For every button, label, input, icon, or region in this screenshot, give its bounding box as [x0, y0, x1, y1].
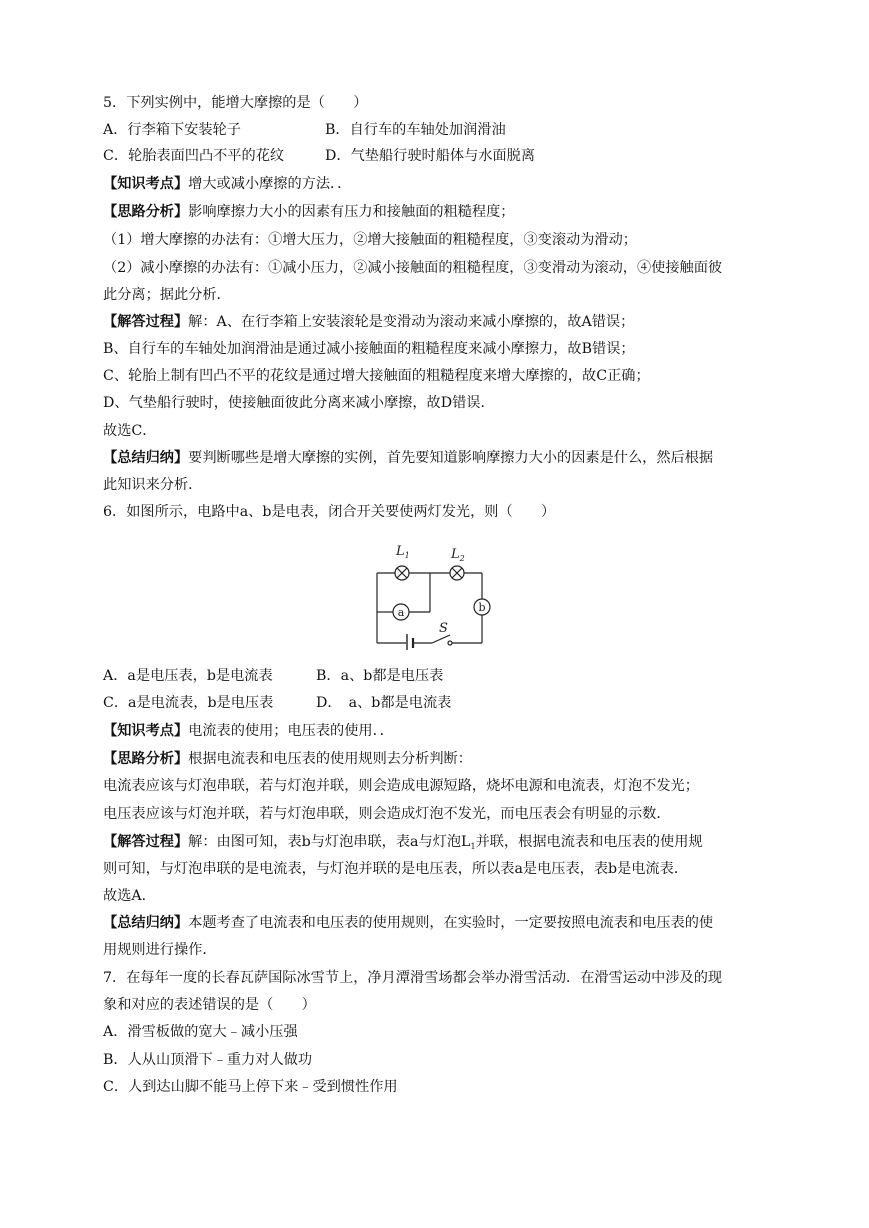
- q6-sum-tag: 【总结归纳】: [103, 915, 189, 931]
- q7-option-c: C．人到达山脚不能马上停下来﹣受到惯性作用: [103, 1079, 398, 1095]
- q6-choice: 故选A．: [103, 888, 156, 904]
- q5-sum-a: 要判断哪些是增大摩擦的实例，首先要知道影响摩擦力大小的因素是什么，然后根据: [188, 450, 714, 466]
- lamp-l1-label: $L_1$: [396, 544, 410, 560]
- q6-option-a: A．a是电压表，b是电流表: [103, 668, 273, 684]
- q5-option-c: C．轮胎表面凹凸不平的花纹: [103, 148, 285, 164]
- q6-summary-b: 用规则进行操作．: [103, 942, 217, 958]
- q6-solution-b: 则可知，与灯泡串联的是电流表，与灯泡并联的是电压表，所以表a是电压表，表b是电流表．: [103, 861, 689, 877]
- q5-solution-d: D、气垫船行驶时，使接触面彼此分离来减小摩擦，故D错误．: [103, 395, 495, 411]
- q5-solution: [103, 312, 634, 332]
- meter-a-label: a: [397, 606, 405, 619]
- q5-analysis: [103, 202, 514, 222]
- q5-option-a: A．行李箱下安装轮子: [103, 122, 241, 138]
- q5-choice: 故选C．: [103, 423, 157, 439]
- q7-option-a: A．滑雪板做的宽大﹣减小压强: [103, 1024, 298, 1040]
- q6-option-c: C．a是电流表，b是电压表: [103, 695, 274, 711]
- q5-analysis-2a: （2）减小摩擦的办法有：①减小压力，②减小接触面的粗糙程度，③变滑动为滚动，④使接触面彼: [103, 260, 723, 276]
- q6-analysis: [103, 749, 472, 769]
- q5-analysis-1: （1）增大摩擦的办法有：①增大压力，②增大接触面的粗糙程度，③变滚动为滑动；: [103, 232, 637, 248]
- q6-sol-a2: 并联，根据电流表和电压表的使用规: [475, 834, 703, 850]
- switch-contact: [448, 641, 452, 645]
- q5-solution-c: C、轮胎上制有凹凸不平的花纹是通过增大接触面的粗糙程度来增大摩擦的，故C正确；: [103, 368, 650, 384]
- meter-b-label: b: [478, 601, 486, 614]
- q6-sum-a: 本题考查了电流表和电压表的使用规则，在实验时，一定要按照电流表和电压表的使: [188, 915, 714, 931]
- q6-an-text: 根据电流表和电压表的使用规则去分析判断：: [188, 751, 472, 767]
- q6-sol-sub: 1: [470, 842, 476, 851]
- q7-stem-b: 象和对应的表述错误的是（ ）: [103, 997, 316, 1013]
- q6-analysis-1: 电流表应该与灯泡串联，若与灯泡并联，则会造成电源短路，烧坏电源和电流表，灯泡不发光；: [103, 778, 699, 794]
- q5-kp-tag: 【知识考点】: [103, 176, 189, 192]
- q5-sum-tag: 【总结归纳】: [103, 450, 189, 466]
- q5-kp-text: 增大或减小摩擦的方法．．: [188, 176, 352, 192]
- q6-kp-text: 电流表的使用；电压表的使用．．: [188, 723, 394, 739]
- q5-sol-tag: 【解答过程】: [103, 314, 189, 330]
- q6-solution: [103, 832, 703, 857]
- q6-analysis-2: 电压表应该与灯泡并联，若与灯泡串联，则会造成灯泡不发光，而电压表会有明显的示数．: [103, 806, 671, 822]
- q6-option-d: D． a、b都是电流表: [316, 695, 452, 711]
- q5-option-b: B．自行车的车轴处加润滑油: [325, 122, 506, 138]
- lamp-l2: [450, 566, 464, 580]
- q7-stem-a: 7．在每年一度的长春瓦萨国际冰雪节上，净月潭滑雪场都会举办滑雪活动．在滑雪运动中涉及的现: [103, 970, 723, 986]
- q6-kp-tag: 【知识考点】: [103, 723, 189, 739]
- q5-stem: 5．下列实例中，能增大摩擦的是（ ）: [103, 95, 368, 111]
- q5-analysis-2b: 此分离；据此分析．: [103, 287, 231, 303]
- switch-label: S: [439, 621, 448, 636]
- q5-summary: [103, 448, 713, 468]
- q5-an-tag: 【思路分析】: [103, 204, 189, 220]
- switch-blade: [432, 635, 450, 643]
- q6-option-b: B．a、b都是电压表: [316, 668, 444, 684]
- q6-sol-a1: 解：由图可知，表b与灯泡串联，表a与灯泡L: [188, 834, 471, 850]
- q7-option-b: B．人从山顶滑下﹣重力对人做功: [103, 1052, 313, 1068]
- q6-knowledge-point: [103, 721, 394, 741]
- q5-summary-b: 此知识来分析．: [103, 477, 203, 493]
- q6-stem: 6．如图所示，电路中a、b是电表，闭合开关要使两灯发光，则（ ）: [103, 504, 556, 520]
- q5-solution-b: B、自行车的车轴处加润滑油是通过减小接触面的粗糙程度来减小摩擦力，故B错误；: [103, 341, 635, 357]
- q6-summary: [103, 913, 713, 933]
- q6-sol-tag: 【解答过程】: [103, 834, 189, 850]
- q5-option-d: D．气垫船行驶时船体与水面脱离: [325, 148, 536, 164]
- lamp-l2-label: $L_2$: [451, 547, 465, 563]
- lamp-l1: [395, 566, 409, 580]
- q5-sol-a: 解：A、在行李箱上安装滚轮是变滑动为滚动来减小摩擦的，故A错误；: [188, 314, 635, 330]
- circuit-diagram: [366, 538, 506, 650]
- q5-an-text: 影响摩擦力大小的因素有压力和接触面的粗糙程度；: [188, 204, 515, 220]
- q5-knowledge-point: [103, 174, 351, 194]
- q6-an-tag: 【思路分析】: [103, 751, 189, 767]
